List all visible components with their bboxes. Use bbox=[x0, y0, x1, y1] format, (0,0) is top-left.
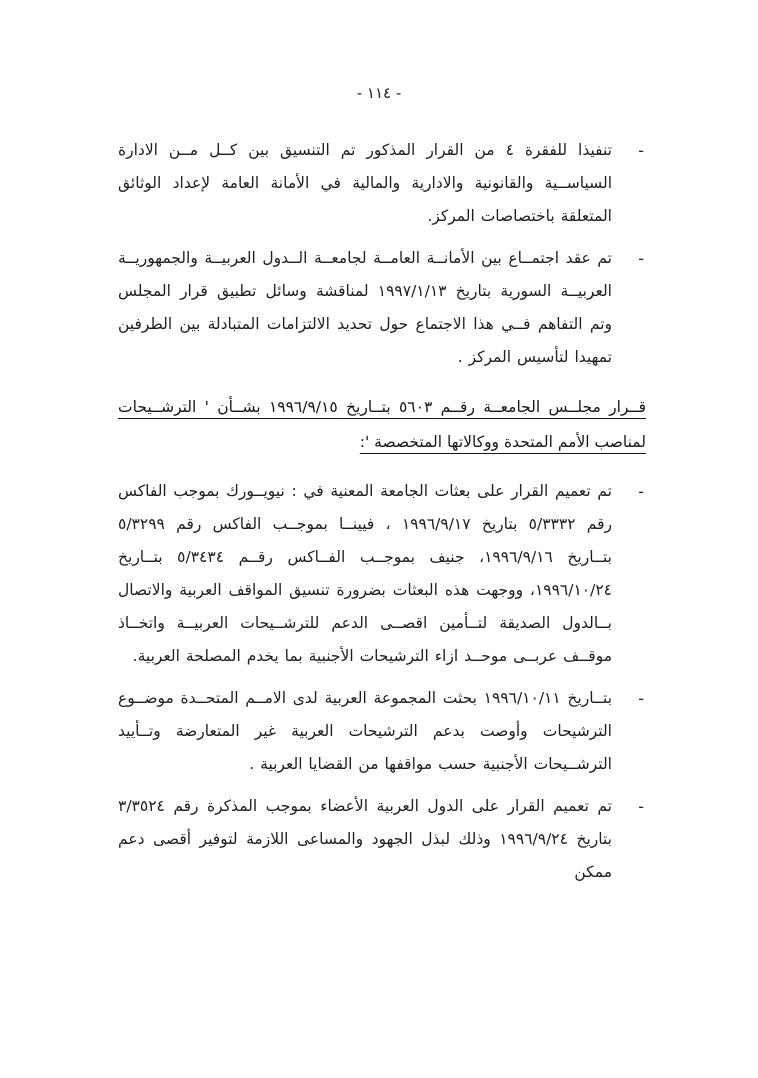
resolution-heading-line2: لمناصب الأمم المتحدة ووكالاتها المتخصصة ': bbox=[359, 433, 646, 451]
page-number: - ١١٤ - bbox=[356, 84, 402, 102]
bullet-item bbox=[118, 242, 646, 374]
bullet-item bbox=[118, 682, 646, 781]
document-body bbox=[118, 134, 646, 898]
bullet-dash: - bbox=[638, 249, 644, 268]
paragraph-fax-circulation: تم تعميم القرار على بعثات الجامعة المعنية في : نيويــورك بموجب الفاكس رقم ٥/٣٣٣٢ بتاريخ ١٩٩٦/٩/١٧ ، فيينــا بموجــب الفاكس رقم ٥/٣٢٩٩ بتــاريخ ١٩٩٦/٩/١٦، جنيف بموجــب الفــاكس رقــم ٥/٣٤٣٤ بتــاريخ ١٩٩٦/١٠/٢٤، ووجهت هذه البعثات بضرورة تنسيق المواقف العربية والاتصال بــالدول الصديقة لتــأمين اقصــى الدعم للترشــيحات العربيــة واتخــاذ موقــف عربــى موحــد ازاء الترشيحات الأجنبية بما يخدم المصلحة العربية. bbox=[118, 482, 613, 665]
paragraph-memo-circulation: تم تعميم القرار على الدول العربية الأعضاء بموجب المذكرة رقم ٣/٣٥٢٤ بتاريخ ١٩٩٦/٩/٢٤ وذلك لبذل الجهود والمساعى اللازمة لتوفير أقصى دعم ممكن bbox=[118, 797, 612, 881]
bullet-item bbox=[118, 475, 646, 673]
bullet-dash: - bbox=[638, 797, 644, 816]
resolution-heading-line1: قــرار مجلــس الجامعــة رقــم ٥٦٠٣ بتــاريخ ١٩٩٦/٩/١٥ بشــأن ' الترشــيحات bbox=[118, 398, 647, 416]
paragraph-meeting: تم عقد اجتمــاع بين الأمانــة العامــة لجامعــة الــدول العربيــة والجمهوريــة العربيــة السورية بتاريخ ١٩٩٧/١/١٣ لمناقشة وسائل تطبيق قرار المجلس وتم التفاهم فــي هذا الاجتماع حول تحديد الالتزامات المتبادلة بين الطرفين تمهيدا لتأسيس المركز . bbox=[118, 249, 612, 366]
paragraph-arab-group: بتــاريخ ١٩٩٦/١٠/١١ بحثت المجموعة العربية لدى الامــم المتحــدة موضــوع الترشيحات وأوصت بدعم الترشيحات العربية غير المتعارضة وتــأييد الترشــيحات الأجنبية حسب مواقفها من القضايا العربية . bbox=[118, 689, 613, 773]
bullet-dash: - bbox=[638, 689, 644, 708]
bullet-item bbox=[118, 134, 646, 233]
bullet-dash: - bbox=[638, 482, 644, 501]
bullet-item bbox=[118, 790, 646, 889]
bullet-dash: - bbox=[638, 141, 644, 160]
resolution-heading bbox=[118, 390, 646, 460]
paragraph-coordination: تنفيذا للفقرة ٤ من القرار المذكور تم التنسيق بين كــل مــن الادارة السياســية والقانونية والادارية والمالية في الأمانة العامة لإعداد الوثائق المتعلقة باختصاصات المركز. bbox=[118, 141, 612, 225]
